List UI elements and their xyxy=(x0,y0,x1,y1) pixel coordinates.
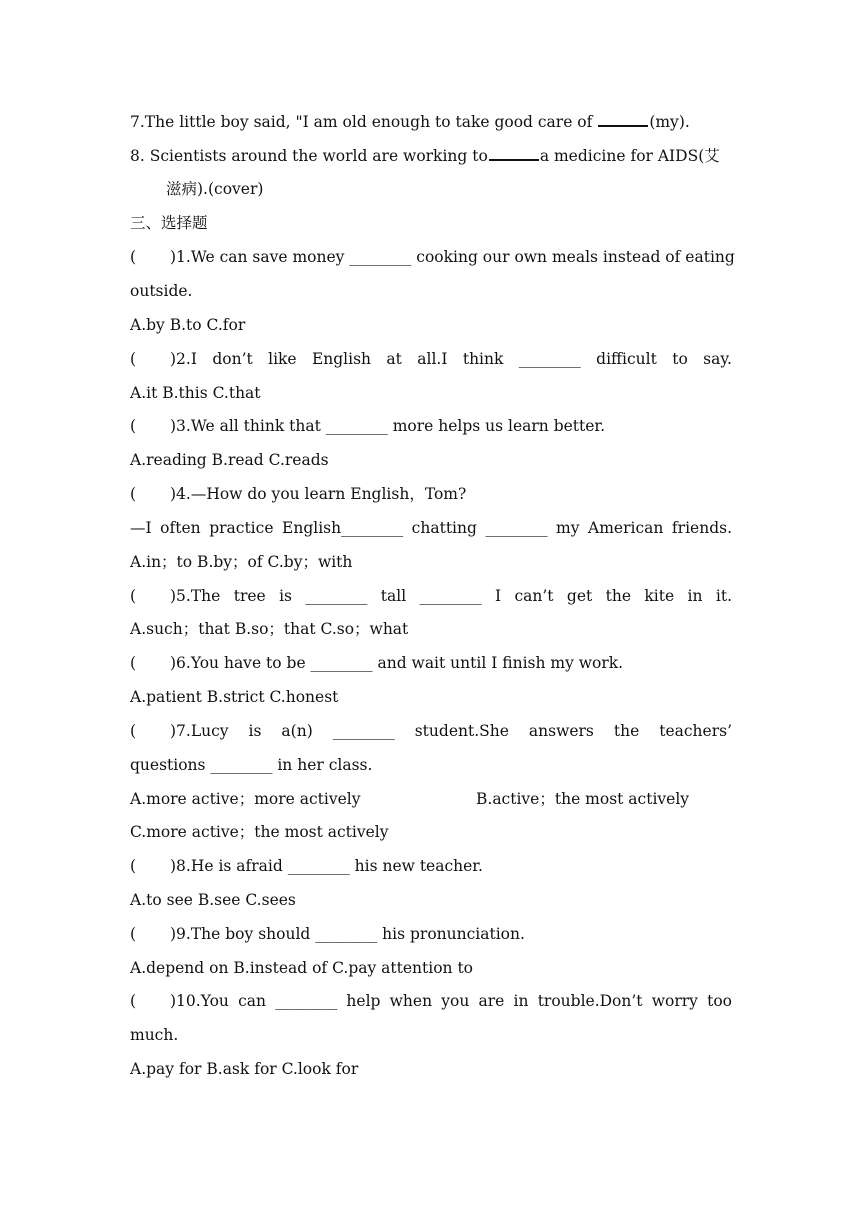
answer-paren[interactable]: ( xyxy=(130,654,137,672)
fill-in-item-8-cont: 滋病).(cover) xyxy=(166,180,264,198)
question-stem: )3.We all think that ________ more helps us learn better. xyxy=(170,417,606,435)
item-hint: (my). xyxy=(649,113,690,131)
question-stem: )8.He is afraid ________ his new teacher. xyxy=(170,857,483,875)
question-7-options-cont: C.more active；the most actively xyxy=(130,823,389,841)
question-stem: )6.You have to be ________ and wait until I finish my work. xyxy=(170,654,624,672)
option-a: A.more active；more actively xyxy=(130,790,361,808)
answer-paren[interactable]: ( xyxy=(130,992,137,1010)
question-1 xyxy=(130,247,735,267)
question-4 xyxy=(130,484,732,504)
question-stem: )2.I don’t like English at all.I think ________ difficult to say. xyxy=(170,350,732,368)
question-8-options: A.to see B.see C.sees xyxy=(130,891,296,909)
fill-in-item-8 xyxy=(130,145,732,166)
question-2 xyxy=(130,349,732,369)
question-stem: )4.—How do you learn English，Tom? xyxy=(170,485,467,503)
item-text: 7.The little boy said, "I am old enough to take good care of xyxy=(130,113,598,131)
question-10-options: A.pay for B.ask for C.look for xyxy=(130,1060,359,1078)
item-text: 8. Scientists around the world are working to xyxy=(130,147,488,165)
answer-paren[interactable]: ( xyxy=(130,925,137,943)
option-b: B.active；the most actively xyxy=(476,790,690,808)
item-text: a medicine for AIDS(艾 xyxy=(539,147,720,165)
question-9 xyxy=(130,924,732,944)
question-stem: )10.You can ________ help when you are in trouble.Don’t worry too xyxy=(170,992,732,1010)
question-10-cont: much. xyxy=(130,1026,179,1044)
answer-blank[interactable] xyxy=(489,145,539,161)
question-9-options: A.depend on B.instead of C.pay attention to xyxy=(130,959,474,977)
answer-paren[interactable]: ( xyxy=(130,485,137,503)
question-8 xyxy=(130,856,732,876)
question-2-options: A.it B.this C.that xyxy=(130,384,261,402)
answer-paren[interactable]: ( xyxy=(130,350,137,368)
question-5-options: A.such；that B.so；that C.so；what xyxy=(130,620,409,638)
question-1-options: A.by B.to C.for xyxy=(130,316,246,334)
section-title: 三、选择题 xyxy=(130,214,208,232)
question-stem: )5.The tree is ________ tall ________ I can’t get the kite in it. xyxy=(170,587,732,605)
question-7-options xyxy=(130,789,732,809)
answer-paren[interactable]: ( xyxy=(130,857,137,875)
question-7 xyxy=(130,721,732,741)
answer-paren[interactable]: ( xyxy=(130,587,137,605)
fill-in-item-7 xyxy=(130,111,732,132)
question-7-cont: questions ________ in her class. xyxy=(130,756,373,774)
question-5 xyxy=(130,586,732,606)
answer-paren[interactable]: ( xyxy=(130,722,137,740)
question-3 xyxy=(130,416,605,436)
answer-paren[interactable]: ( xyxy=(130,417,137,435)
answer-paren[interactable]: ( xyxy=(130,248,137,266)
question-stem: )7.Lucy is a(n) ________ student.She answers the teachers’ xyxy=(170,722,732,740)
question-6 xyxy=(130,653,732,673)
answer-blank[interactable] xyxy=(598,111,648,127)
question-3-options: A.reading B.read C.reads xyxy=(130,451,329,469)
question-stem: )9.The boy should ________ his pronunciation. xyxy=(170,925,525,943)
question-10 xyxy=(130,991,732,1011)
question-4-options: A.in；to B.by；of C.by；with xyxy=(130,553,353,571)
question-6-options: A.patient B.strict C.honest xyxy=(130,688,339,706)
question-4-cont: —I often practice English________ chatting ________ my American friends. xyxy=(130,519,732,537)
question-stem: )1.We can save money ________ cooking our own meals instead of eating xyxy=(170,248,735,266)
question-1-cont: outside. xyxy=(130,282,193,300)
